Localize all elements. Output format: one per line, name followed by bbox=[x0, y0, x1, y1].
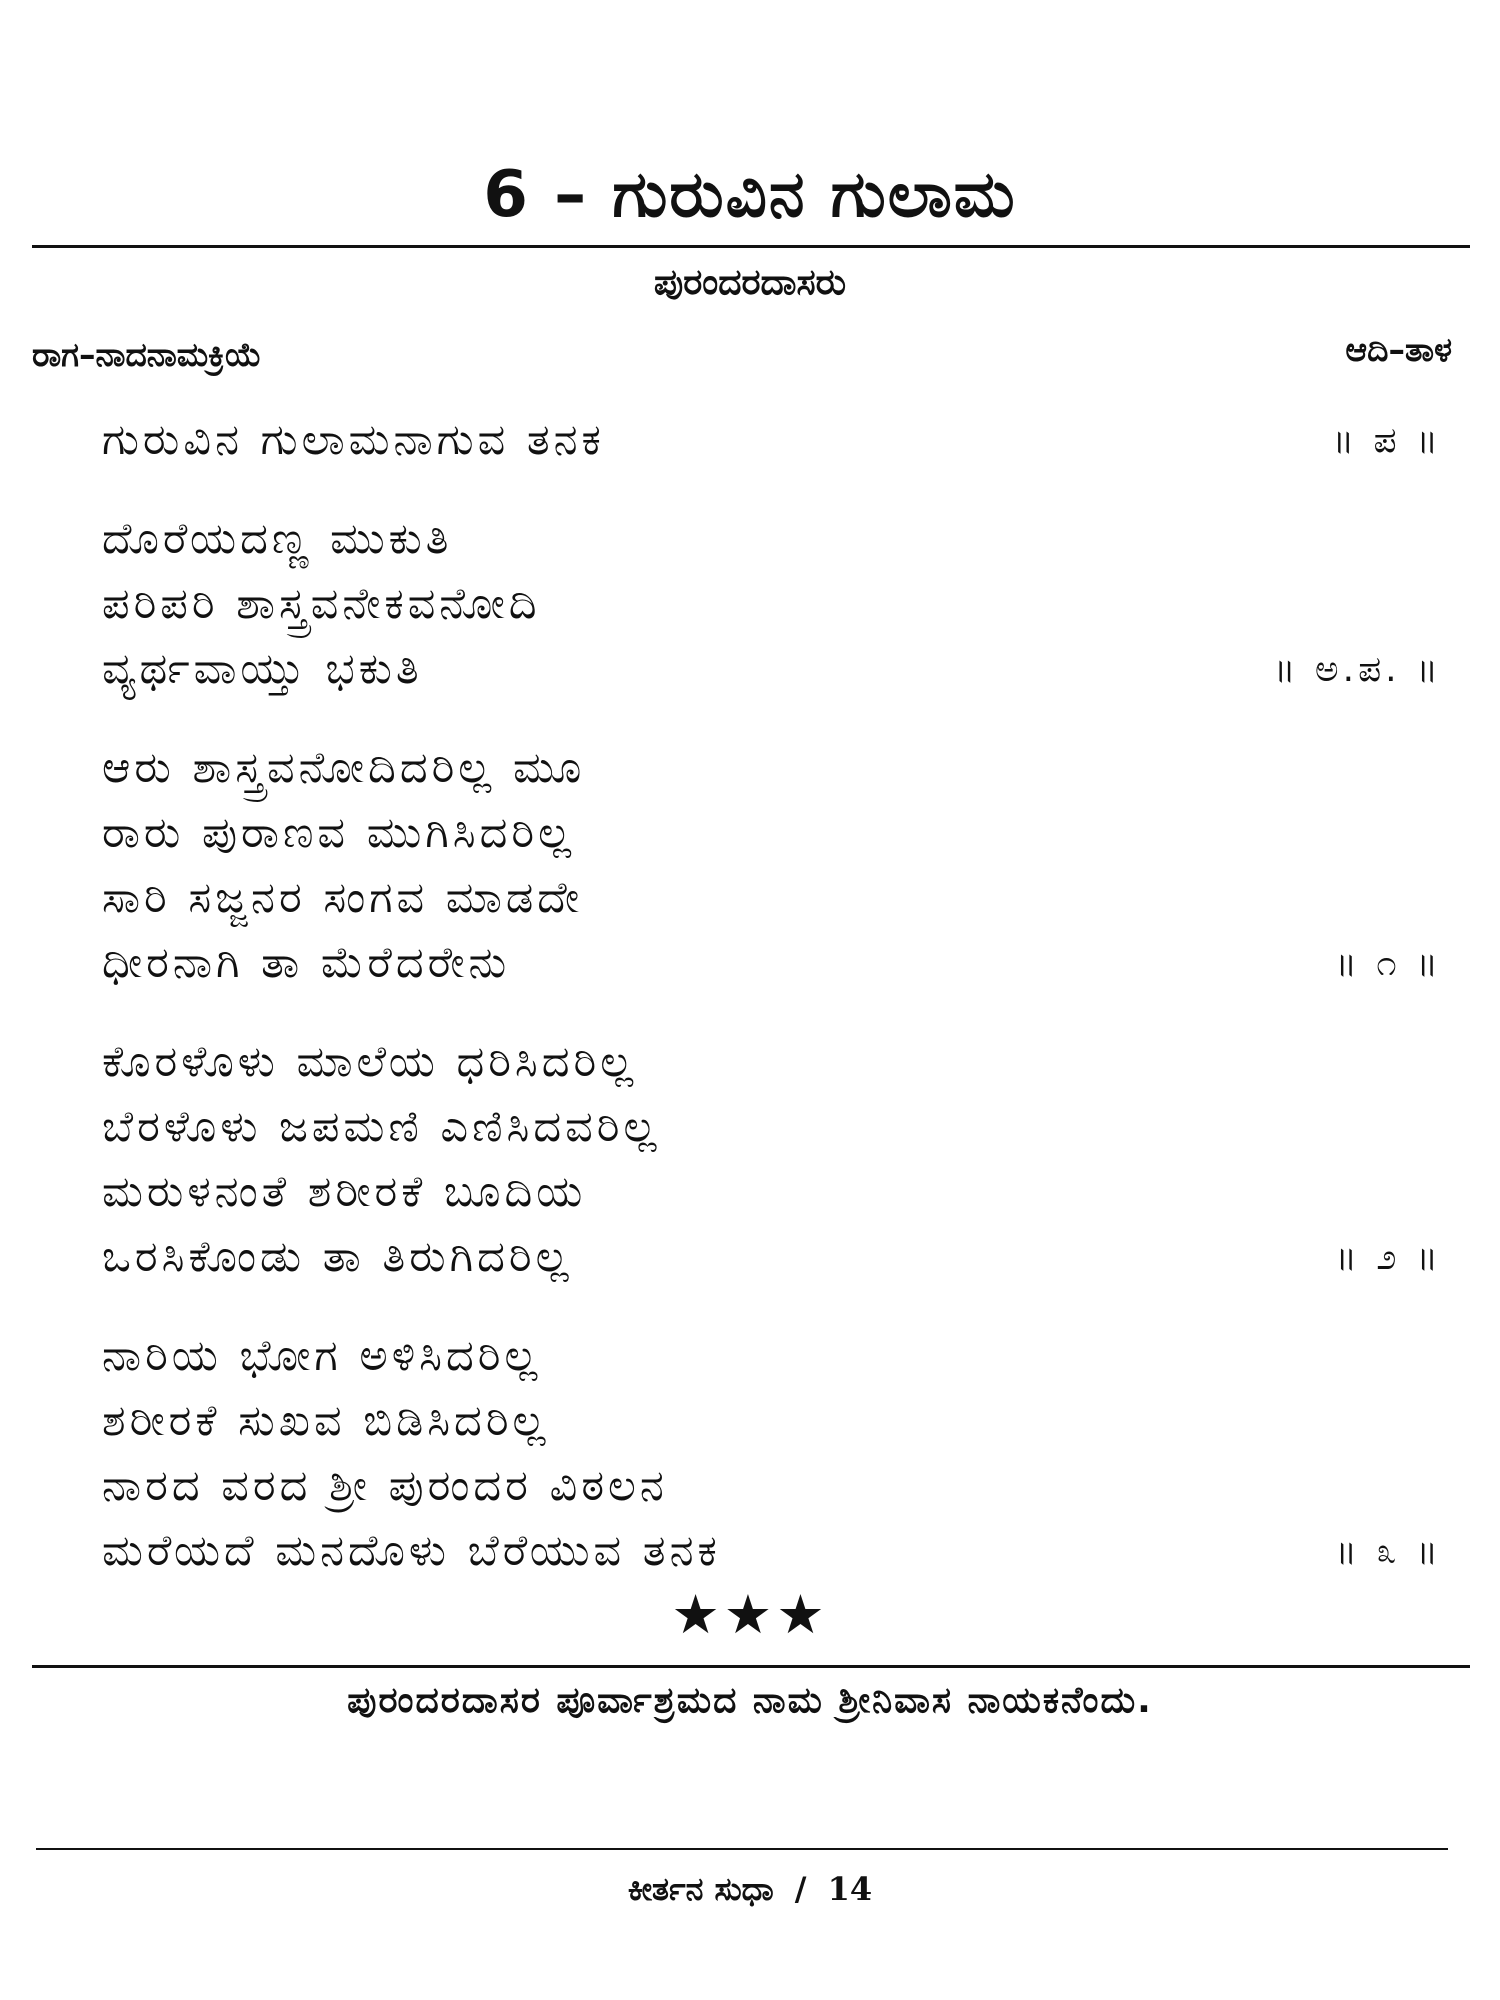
verse-line bbox=[102, 572, 1442, 637]
stanza-anupallavi bbox=[102, 507, 1442, 702]
verse-text: ನಾರಿಯ ಭೋಗ ಅಳಿಸಿದರಿಲ್ಲ bbox=[102, 1331, 542, 1381]
lyrics-body bbox=[102, 408, 1442, 1618]
verse-line bbox=[102, 1324, 1442, 1389]
verse-text: ಧೀರನಾಗಿ ತಾ ಮೆರೆದರೇನು bbox=[102, 938, 511, 988]
verse-line bbox=[102, 801, 1442, 866]
footnote-text: ಪುರಂದರದಾಸರ ಪೂರ್ವಾಶ್ರಮದ ನಾಮ ಶ್ರೀನಿವಾಸ ನಾಯಕನೆಂದು. bbox=[347, 1680, 1153, 1721]
verse-line bbox=[102, 736, 1442, 801]
stanza-charana-1 bbox=[102, 736, 1442, 996]
verse-text: ವ್ಯರ್ಥವಾಯ್ತು ಭಕುತಿ bbox=[102, 644, 423, 694]
verse-text: ಮರುಳನಂತೆ ಶರೀರಕೆ ಬೂದಿಯ bbox=[102, 1167, 587, 1217]
verse-line bbox=[102, 931, 1442, 996]
footer-separator: / bbox=[794, 1870, 807, 1908]
author-name: ಪುರಂದರದಾಸರು bbox=[653, 262, 847, 303]
stanza-pallavi bbox=[102, 408, 1442, 473]
verse-text: ಆರು ಶಾಸ್ತ್ರವನೋದಿದರಿಲ್ಲ ಮೂ bbox=[102, 743, 586, 793]
verse-text: ದೊರೆಯದಣ್ಣ ಮುಕುತಿ bbox=[102, 514, 453, 564]
verse-line bbox=[102, 1389, 1442, 1454]
verse-text: ಪರಿಪರಿ ಶಾಸ್ತ್ರವನೇಕವನೋದಿ bbox=[102, 579, 541, 629]
verse-line bbox=[102, 1160, 1442, 1225]
raga-label: ರಾಗ–ನಾದನಾಮಕ್ರಿಯೆ bbox=[32, 335, 262, 374]
verse-text: ರಾರು ಪುರಾಣವ ಮುಗಿಸಿದರಿಲ್ಲ bbox=[102, 808, 576, 858]
verse-line bbox=[102, 637, 1442, 702]
stanza-marker: ॥ ೨ ॥ bbox=[1335, 1237, 1442, 1278]
verse-line bbox=[102, 1225, 1442, 1290]
stanza-marker: ॥ ಪ ॥ bbox=[1332, 420, 1442, 461]
verse-text: ಸಾರಿ ಸಜ್ಜನರ ಸಂಗವ ಮಾಡದೇ bbox=[102, 873, 584, 923]
page-title: 6 – ಗುರುವಿನ ಗುಲಾಮ bbox=[483, 158, 1017, 232]
stanza-charana-3 bbox=[102, 1324, 1442, 1584]
tala-label: ಆದಿ–ತಾಳ bbox=[1345, 330, 1452, 369]
verse-text: ಒರಸಿಕೊಂಡು ತಾ ತಿರುಗಿದರಿಲ್ಲ bbox=[102, 1232, 573, 1282]
verse-line bbox=[102, 408, 1442, 473]
stanza-marker: ॥ ೩ ॥ bbox=[1335, 1531, 1442, 1572]
verse-line bbox=[102, 1095, 1442, 1160]
book-title: ಕೀರ್ತನ ಸುಧಾ bbox=[627, 1870, 774, 1908]
verse-line bbox=[102, 866, 1442, 931]
verse-text: ಮರೆಯದೆ ಮನದೊಳು ಬೆರೆಯುವ ತನಕ bbox=[102, 1526, 721, 1576]
stanza-marker: ॥ ೧ ॥ bbox=[1335, 943, 1442, 984]
verse-line bbox=[102, 1030, 1442, 1095]
star-separator: ★★★ bbox=[671, 1583, 829, 1646]
stanza-marker: ॥ ಅ.ಪ. ॥ bbox=[1273, 649, 1442, 690]
page-number: 14 bbox=[827, 1870, 873, 1908]
footnote-divider bbox=[32, 1665, 1470, 1668]
verse-text: ಗುರುವಿನ ಗುಲಾಮನಾಗುವ ತನಕ bbox=[102, 415, 605, 465]
verse-line bbox=[102, 1519, 1442, 1584]
verse-line bbox=[102, 1454, 1442, 1519]
verse-text: ಬೆರಳೊಳು ಜಪಮಣಿ ಎಣಿಸಿದವರಿಲ್ಲ bbox=[102, 1102, 661, 1152]
stanza-charana-2 bbox=[102, 1030, 1442, 1290]
page-footer bbox=[0, 1864, 1500, 1914]
title-divider bbox=[32, 245, 1470, 248]
footer-divider bbox=[36, 1848, 1448, 1850]
verse-text: ಕೊರಳೊಳು ಮಾಲೆಯ ಧರಿಸಿದರಿಲ್ಲ bbox=[102, 1037, 638, 1087]
verse-text: ನಾರದ ವರದ ಶ್ರೀ ಪುರಂದರ ವಿಠಲನ bbox=[102, 1461, 668, 1511]
verse-text: ಶರೀರಕೆ ಸುಖವ ಬಿಡಿಸಿದರಿಲ್ಲ bbox=[102, 1396, 550, 1446]
verse-line bbox=[102, 507, 1442, 572]
